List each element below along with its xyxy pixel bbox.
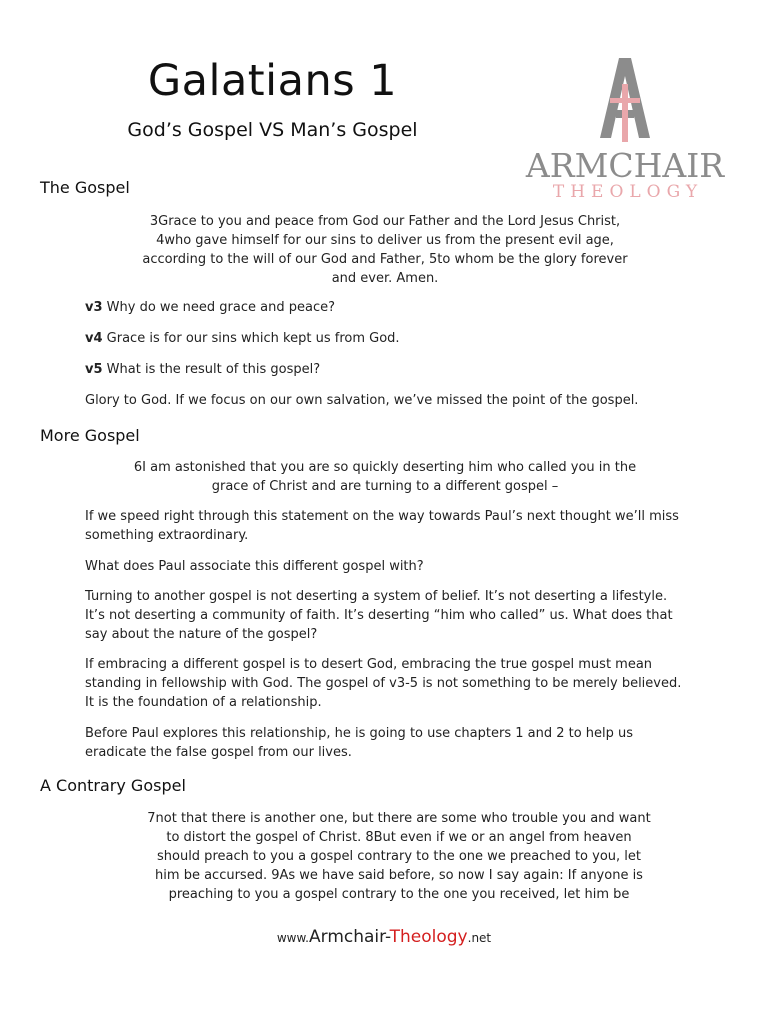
heading-the-gospel: The Gospel <box>40 178 130 197</box>
quote-line: 3Grace to you and peace from God our Father and the Lord Jesus Christ, <box>149 214 621 229</box>
paragraph-embracing <box>85 655 725 712</box>
verse-label: v5 <box>85 362 103 377</box>
a-cross-mark-icon <box>600 58 650 142</box>
text-line: standing in fellowship with God. The gospel of v3-5 is not something to be merely believed. <box>85 676 682 691</box>
text-line: say about the nature of the gospel? <box>85 627 318 642</box>
text-line: It’s not deserting a community of faith. It’s deserting “him who called” us. What does that <box>85 608 673 623</box>
logo-brand-bottom: THEOLOGY <box>552 182 704 202</box>
logo-brand-top: ARMCHAIR <box>525 146 725 185</box>
quote-line: according to the will of our God and Father, 5to whom be the glory forever <box>142 252 628 267</box>
footer-armchair: Armchair- <box>309 927 390 947</box>
text-line: It is the foundation of a relationship. <box>85 695 322 710</box>
page-subtitle: God’s Gospel VS Man’s Gospel <box>127 119 418 141</box>
page-title: Galatians 1 <box>147 56 398 106</box>
text-line: If we speed right through this statement on the way towards Paul’s next thought we’ll miss <box>85 509 679 524</box>
verse-label: v4 <box>85 331 103 346</box>
heading-more-gospel: More Gospel <box>40 426 140 445</box>
footer-prefix: www. <box>276 931 309 945</box>
text-line: If embracing a different gospel is to desert God, embracing the true gospel must mean <box>85 657 653 672</box>
text-line: eradicate the false gospel from our lives. <box>85 745 352 760</box>
quote-line: preaching to you a gospel contrary to the one you received, let him be <box>168 887 630 902</box>
quote-line: 7not that there is another one, but there are some who trouble you and want <box>147 811 651 826</box>
text-line: something extraordinary. <box>85 528 249 543</box>
question-text: What is the result of this gospel? <box>102 362 321 377</box>
armchair-theology-logo <box>515 50 735 210</box>
question-text: Grace is for our sins which kept us from God. <box>102 331 400 346</box>
text-line: Before Paul explores this relationship, he is going to use chapters 1 and 2 to help us <box>85 726 634 741</box>
footer-theology: Theology <box>389 927 468 947</box>
footer-suffix: .net <box>467 931 492 945</box>
quote-line: 4who gave himself for our sins to deliver us from the present evil age, <box>156 233 614 248</box>
question-v3 <box>85 298 725 317</box>
paragraph-associate: What does Paul associate this different gospel with? <box>85 559 424 574</box>
footer-website-link[interactable] <box>0 927 768 947</box>
question-v4 <box>85 329 725 348</box>
quote-line: and ever. Amen. <box>331 271 439 286</box>
paragraph-before-paul <box>85 724 725 762</box>
paragraph-glory: Glory to God. If we focus on our own salvation, we’ve missed the point of the gospel. <box>85 393 639 408</box>
scripture-quote-v3-5 <box>85 212 685 288</box>
quote-line: grace of Christ and are turning to a different gospel – <box>211 479 559 494</box>
quote-line: should preach to you a gospel contrary to the one we preached to you, let <box>156 849 641 864</box>
scripture-quote-v7-9 <box>118 809 680 904</box>
quote-line: to distort the gospel of Christ. 8But even if we or an angel from heaven <box>166 830 632 845</box>
quote-line: him be accursed. 9As we have said before, so now I say again: If anyone is <box>155 868 643 883</box>
verse-label: v3 <box>85 300 103 315</box>
question-text: Why do we need grace and peace? <box>102 300 335 315</box>
paragraph-turning <box>85 587 725 644</box>
scripture-quote-v6 <box>85 458 685 496</box>
text-line: Turning to another gospel is not deserting a system of belief. It’s not deserting a lifestyle. <box>85 589 668 604</box>
question-v5 <box>85 360 725 379</box>
paragraph-speed-through <box>85 507 725 545</box>
heading-contrary-gospel: A Contrary Gospel <box>40 776 186 795</box>
quote-line: 6I am astonished that you are so quickly deserting him who called you in the <box>133 460 637 475</box>
